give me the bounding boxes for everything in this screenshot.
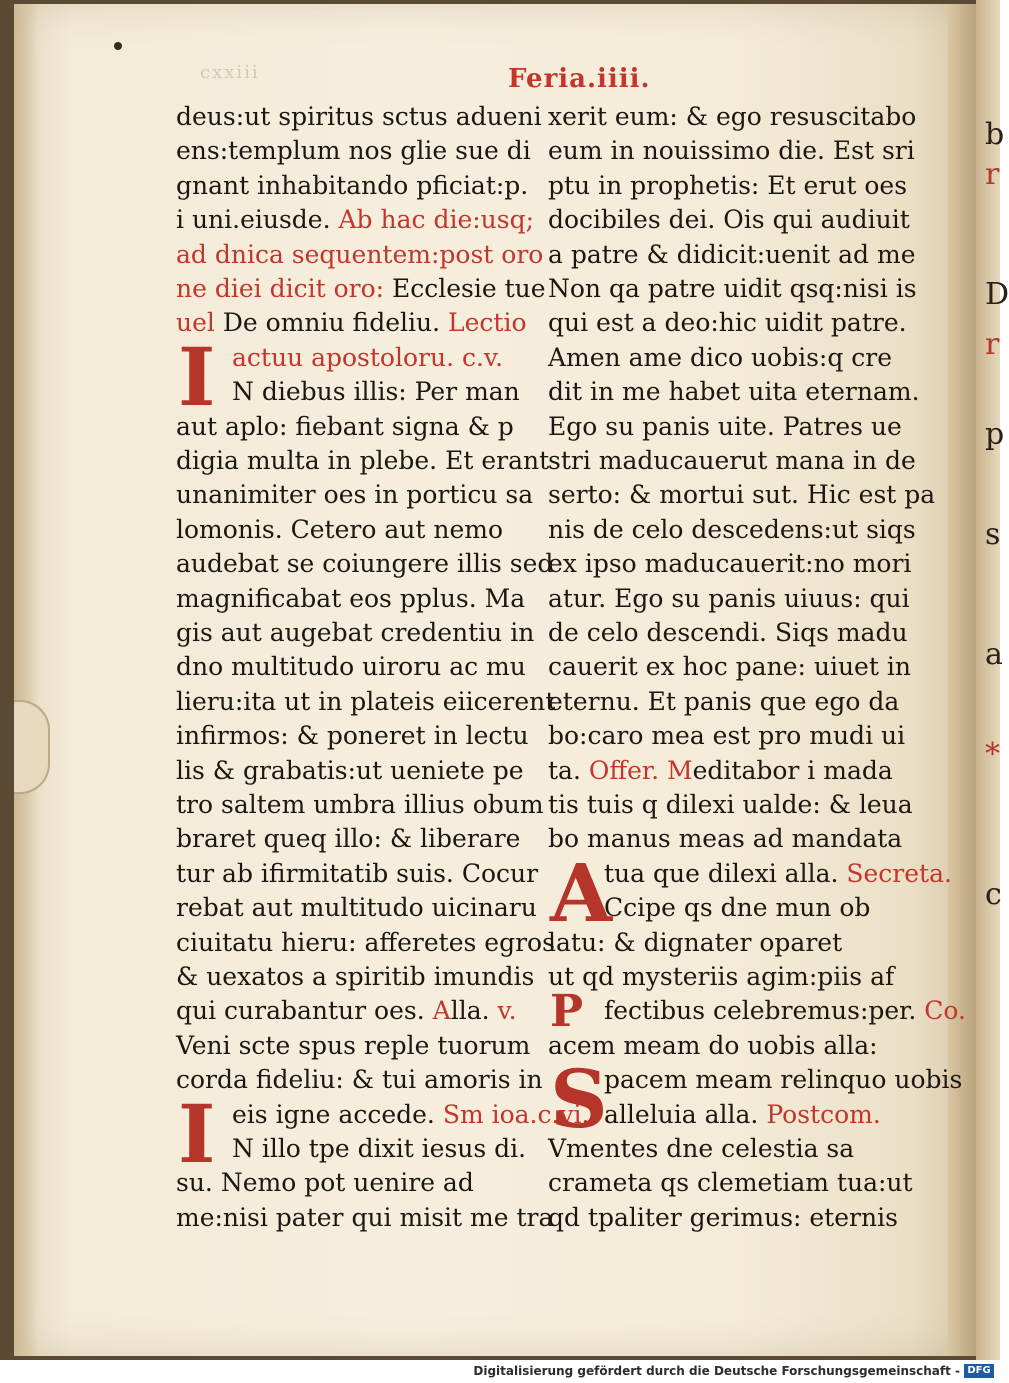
body-text: i uni.eiusde.	[176, 205, 339, 235]
rubric-text: actuu apostoloru. c.v.	[232, 342, 504, 372]
body-text: pacem meam relinquo uobis	[604, 1065, 963, 1095]
edge-glyph: a	[985, 637, 1003, 672]
rubric-text: ad dnica sequentem:post oro	[176, 239, 544, 269]
body-text: dno multitudo uiroru ac mu	[176, 652, 526, 682]
body-text: ciuitatu hieru: afferetes egros	[176, 927, 555, 957]
text-line	[176, 478, 546, 512]
rubric-text: Offer. M	[588, 755, 693, 785]
body-text: ta.	[548, 755, 589, 785]
body-text: lieru:ita ut in plateis eiicerent	[176, 686, 556, 716]
text-line	[548, 410, 914, 444]
body-text: de celo descendi. Siqs madu	[548, 618, 908, 647]
body-text: lis & grabatis:ut ueniete pe	[176, 755, 524, 785]
text-line	[548, 513, 914, 547]
page-header: Feria.iiii.	[508, 64, 651, 94]
text-line	[176, 513, 546, 547]
body-text: latu: & dignater oparet	[548, 927, 843, 957]
body-text: tro saltem umbra illius obum	[176, 790, 544, 819]
text-line	[548, 203, 914, 237]
text-line	[548, 134, 914, 168]
text-line	[548, 754, 914, 788]
body-text: lomonis. Cetero aut nemo	[176, 514, 503, 544]
text-line	[548, 582, 914, 616]
rubric-text: Sm ioa.c.vi.	[442, 1099, 590, 1129]
body-text: docibiles dei. Ois qui audiuit	[548, 205, 910, 235]
body-text: atur. Ego su panis uiuus: qui	[548, 583, 910, 613]
body-text: infirmos: & poneret in lectu	[176, 721, 529, 751]
body-text: N diebus illis: Per man	[232, 377, 520, 407]
text-line	[176, 134, 546, 168]
rubric-text: ne diei dicit oro:	[176, 274, 385, 303]
text-line	[176, 1166, 546, 1200]
edge-glyph: D	[985, 277, 1009, 312]
initial-letter: I	[178, 329, 216, 424]
text-line	[548, 960, 914, 994]
body-text: corda fideliu: & tui amoris in	[176, 1065, 543, 1095]
text-line	[176, 272, 546, 306]
body-text: ptu in prophetis: Et erut oes	[548, 170, 908, 200]
body-text: braret queq illo: & liberare	[176, 824, 521, 854]
text-line	[176, 754, 546, 788]
edge-glyph: p	[985, 417, 1005, 452]
body-text: gnant inhabitando pficiat:p.	[176, 170, 529, 200]
text-line	[548, 100, 917, 134]
text-line	[176, 238, 546, 272]
text-line	[176, 788, 546, 822]
body-text: bo:caro mea est pro mudi ui	[548, 721, 906, 751]
text-line	[176, 857, 546, 891]
text-line	[548, 169, 914, 203]
body-text: Vmentes dne celestia sa	[548, 1134, 855, 1163]
body-text: audebat se coiungere illis sed	[176, 549, 554, 579]
text-line	[548, 547, 914, 581]
body-text: Amen ame dico uobis:q cre	[548, 342, 893, 372]
rubric-text: Lectio	[448, 308, 527, 338]
text-line	[604, 1063, 963, 1097]
body-text: dit in me habet uita eternam.	[548, 377, 920, 407]
body-text: eum in nouissimo die. Est sri	[548, 136, 915, 166]
text-line	[176, 410, 546, 444]
text-line	[176, 203, 546, 237]
text-line	[548, 685, 914, 719]
text-line	[604, 1098, 914, 1132]
edge-glyph: s	[985, 517, 1001, 552]
edge-glyph: r	[985, 327, 1000, 362]
text-line	[548, 1201, 914, 1235]
funding-credit: Digitalisierung gefördert durch die Deutsche Forschungsgemeinschaft -	[473, 1364, 960, 1378]
text-line	[548, 238, 914, 272]
body-text: ut qd mysteriis agim:piis af	[548, 962, 895, 991]
body-text: Ccipe qs dne mun ob	[604, 893, 871, 923]
text-line	[176, 685, 556, 719]
edge-glyph: *	[985, 737, 1000, 772]
text-line	[548, 272, 917, 306]
initial-letter: S	[550, 1052, 608, 1147]
text-line	[232, 1098, 590, 1132]
body-text: gis aut augebat credentiu in	[176, 618, 535, 647]
text-line	[604, 891, 914, 925]
text-line	[548, 306, 914, 340]
body-text: editabor i mada	[692, 755, 893, 785]
body-text: tur ab ifirmitatib suis. Cocur	[176, 858, 539, 888]
text-line	[548, 616, 914, 650]
edge-glyph: b	[985, 117, 1005, 152]
text-line	[232, 375, 546, 409]
body-text: su. Nemo pot uenire ad	[176, 1168, 474, 1198]
body-text: magnificabat eos pplus. Ma	[176, 583, 526, 613]
text-line	[176, 100, 546, 134]
body-text: unanimiter oes in porticu sa	[176, 480, 534, 510]
body-text: nis de celo descedens:ut siqs	[548, 514, 916, 544]
body-text: fectibus celebremus:per.	[604, 996, 925, 1026]
text-line	[548, 1166, 914, 1200]
text-line	[176, 650, 546, 684]
body-text: Non qa patre uidit qsq:nisi is	[548, 274, 917, 303]
body-text: eis igne accede.	[232, 1099, 443, 1129]
body-text: digia multa in plebe. Et erant	[176, 446, 550, 475]
body-text: eternu. Et panis que ego da	[548, 686, 900, 716]
body-text: ex ipso maducauerit:no mori	[548, 549, 912, 579]
body-text: acem meam do uobis alla:	[548, 1030, 878, 1060]
rubric-text: Co.	[924, 996, 966, 1026]
body-text: aut aplo: fiebant signa & p	[176, 411, 514, 441]
dfg-logo: DFG	[964, 1364, 994, 1378]
edge-glyph: r	[985, 157, 1000, 192]
rubric-text: Postcom.	[766, 1099, 881, 1129]
bleed-through: cxxiii	[200, 62, 260, 83]
text-line	[176, 822, 546, 856]
text-line	[176, 960, 546, 994]
body-text: me:nisi pater qui misit me tra	[176, 1202, 554, 1232]
text-line	[176, 719, 546, 753]
rubric-text: A	[432, 996, 451, 1026]
initial-letter: I	[178, 1086, 216, 1181]
body-text: qui est a deo:hic uidit patre.	[548, 308, 907, 338]
text-line	[176, 547, 554, 581]
text-line	[548, 478, 936, 512]
rubric-text: Secreta.	[846, 858, 952, 888]
body-text: xerit eum: & ego resuscitabo	[548, 102, 917, 131]
body-text: Veni scte spus reple tuorum	[176, 1030, 531, 1060]
text-line	[176, 994, 546, 1028]
rubric-text: uel	[176, 308, 215, 338]
rubric-text: v.	[497, 996, 517, 1026]
text-line	[548, 341, 914, 375]
body-text: & uexatos a spiritib imundis	[176, 962, 535, 991]
text-line	[176, 306, 546, 340]
text-line	[176, 1201, 554, 1235]
body-text: qd tpaliter gerimus: eternis	[548, 1202, 898, 1232]
body-text: ens:templum nos glie sue di	[176, 136, 531, 166]
body-text: De omniu fideliu.	[214, 308, 448, 338]
body-text: deus:ut spiritus sctus adueni	[176, 102, 542, 131]
text-line	[176, 926, 555, 960]
body-text: a patre & didicit:uenit ad me	[548, 239, 916, 269]
text-line	[232, 1132, 546, 1166]
initial-letter: A	[550, 845, 613, 940]
next-page-edge	[976, 0, 1000, 1360]
ink-dot	[114, 42, 122, 50]
body-text: lla.	[450, 996, 498, 1026]
initial-letter: P	[550, 986, 584, 1038]
text-line	[548, 375, 920, 409]
body-text: bo manus meas ad mandata	[548, 824, 903, 854]
footer-bar	[0, 1360, 1000, 1383]
text-line	[176, 891, 546, 925]
body-text: rebat aut multitudo uicinaru	[176, 893, 537, 923]
clasp-tab	[14, 700, 50, 794]
body-text: stri maducauerut mana in de	[548, 446, 916, 475]
text-line	[176, 169, 546, 203]
body-text: qui curabantur oes.	[176, 996, 433, 1026]
body-text: Ego su panis uite. Patres ue	[548, 411, 902, 441]
body-text: alleluia alla.	[604, 1099, 767, 1129]
text-line	[176, 444, 550, 478]
body-text: serto: & mortui sut. Hic est pa	[548, 480, 936, 510]
body-text: Ecclesie tue	[384, 274, 546, 303]
body-text: cauerit ex hoc pane: uiuet in	[548, 652, 911, 682]
edge-glyph: c	[985, 877, 1002, 912]
body-text: tua que dilexi alla.	[604, 858, 847, 888]
page-gutter	[948, 4, 976, 1356]
text-line	[548, 719, 914, 753]
text-line	[548, 444, 914, 478]
text-line	[176, 616, 546, 650]
text-line	[548, 650, 914, 684]
body-text: N illo tpe dixit iesus di.	[232, 1134, 527, 1163]
body-text: tis tuis q dilexi ualde: & leua	[548, 790, 913, 819]
text-line	[176, 582, 546, 616]
text-line	[604, 857, 952, 891]
text-line	[548, 788, 914, 822]
rubric-text: Ab hac die:usq;	[338, 205, 535, 235]
body-text: crameta qs clemetiam tua:ut	[548, 1168, 913, 1198]
text-line	[604, 994, 966, 1028]
text-line	[176, 1029, 546, 1063]
text-line	[176, 1063, 546, 1097]
text-line	[232, 341, 546, 375]
